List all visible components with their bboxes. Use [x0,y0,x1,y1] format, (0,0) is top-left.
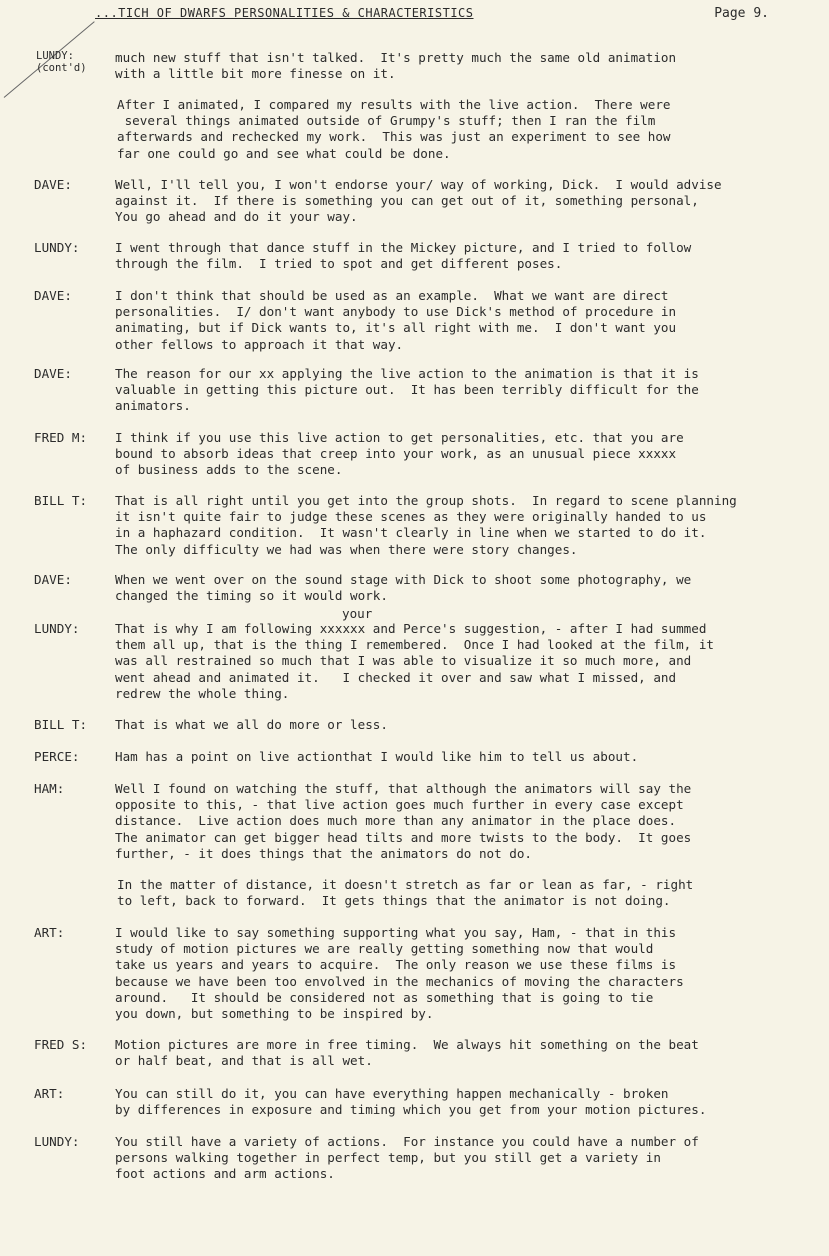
entry-text: Motion pictures are more in free timing. We always hit something on the beat or half beat, and that is all wet. [115,1037,699,1069]
page-header [95,6,474,20]
speaker: LUNDY: [34,1134,80,1149]
entry-text: I don't think that should be used as an example. What we want are direct personalities. I/ don't want anybody to use Dick's method of procedure in animating, but if Dick wants to, it's all right with me. I don't want you other fellows to approach it that way. [115,288,677,352]
entry-text: much new stuff that isn't talked. It's pretty much the same old animation with a little bit more finesse on it. [115,50,677,82]
entry-text: I went through that dance stuff in the Mickey picture, and I tried to follow through the film. I tried to spot and get different poses. [115,240,692,272]
entry-text: You still have a variety of actions. For instance you could have a number of persons walking together in perfect temp, but you still get a variety in foot actions and arm actions. [115,1134,699,1182]
handwritten-insertion: your [342,606,373,621]
speaker: DAVE: [34,288,72,303]
speaker: LUNDY: [34,621,80,636]
speaker: DAVE: [34,177,72,192]
document-title: ...TICH OF DWARFS PERSONALITIES & CHARACTERISTICS [95,6,474,20]
entry-text: The reason for our xx applying the live action to the animation is that it is valuable in getting this picture out. It has been terribly difficult for the animators. [115,366,699,414]
speaker: FRED S: [34,1037,88,1052]
speaker: BILL T: [34,717,88,732]
speaker: DAVE: [34,572,72,587]
entry-text: I would like to say something supporting what you say, Ham, - that in this study of motion pictures we are really getting something now that would take us years and years to acquire. The only reason we use these films is because we have been too envolved in the mechanics of moving the characters around. It should be considered not as something that is going to tie you down, but something to be inspired by. [115,925,684,1022]
speaker: DAVE: [34,366,72,381]
speaker: ART: [34,1086,65,1101]
entry-text: Well, I'll tell you, I won't endorse your/ way of working, Dick. I would advise against it. If there is something you can get out of it, something personal, You go ahead and do it your way. [115,177,722,225]
entry-text: Well I found on watching the stuff, that although the animators will say the opposite to this, - that live action goes much further in every case except distance. Live action does much more than any animator in the place does. The animator can get bigger head tilts and more twists to the body. It goes further, - it does things that the animators do not do. [115,781,692,861]
entry-text: You can still do it, you can have everything happen mechanically - broken by differences in exposure and timing which you get from your motion pictures. [115,1086,707,1118]
speaker: HAM: [34,781,65,796]
entry-text: After I animated, I compared my results with the live action. There were several things animated outside of Grumpy's stuff; then I ran the film afterwards and rechecked my work. This was just an experiment to see how far one could go and see what could be done. [117,97,671,161]
entry-text: That is why I am following xxxxxx and Perce's suggestion, - after I had summed them all up, that is the thing I remembered. Once I had looked at the film, it was all restrained so much that I was able to visualize it so much more, and went ahead and animated it. I checked it over and saw what I missed, and redrew the whole thing. [115,621,714,701]
entry-text: That is all right until you get into the group shots. In regard to scene planning it isn't quite fair to judge these scenes as they were originally handed to us in a haphazard condition. It wasn't clearly in line when we started to do it. The only difficulty we had was when there were story changes. [115,493,737,557]
entry-text: In the matter of distance, it doesn't stretch as far or lean as far, - right to left, back to forward. It gets things that the animator is not doing. [117,877,694,909]
speaker: BILL T: [34,493,88,508]
speaker: PERCE: [34,749,80,764]
entry-text: Ham has a point on live actionthat I would like him to tell us about. [115,749,639,764]
page-number: Page 9. [714,6,769,21]
entry-text: That is what we all do more or less. [115,717,388,732]
entry-text: When we went over on the sound stage with Dick to shoot some photography, we changed the timing so it would work. [115,572,692,604]
speaker: LUNDY: (cont'd) [36,50,87,74]
entry-text: I think if you use this live action to get personalities, etc. that you are bound to absorb ideas that creep into your work, as an unusual piece xxxxx of business adds to the scene. [115,430,684,478]
speaker: FRED M: [34,430,88,445]
speaker: ART: [34,925,65,940]
speaker: LUNDY: [34,240,80,255]
